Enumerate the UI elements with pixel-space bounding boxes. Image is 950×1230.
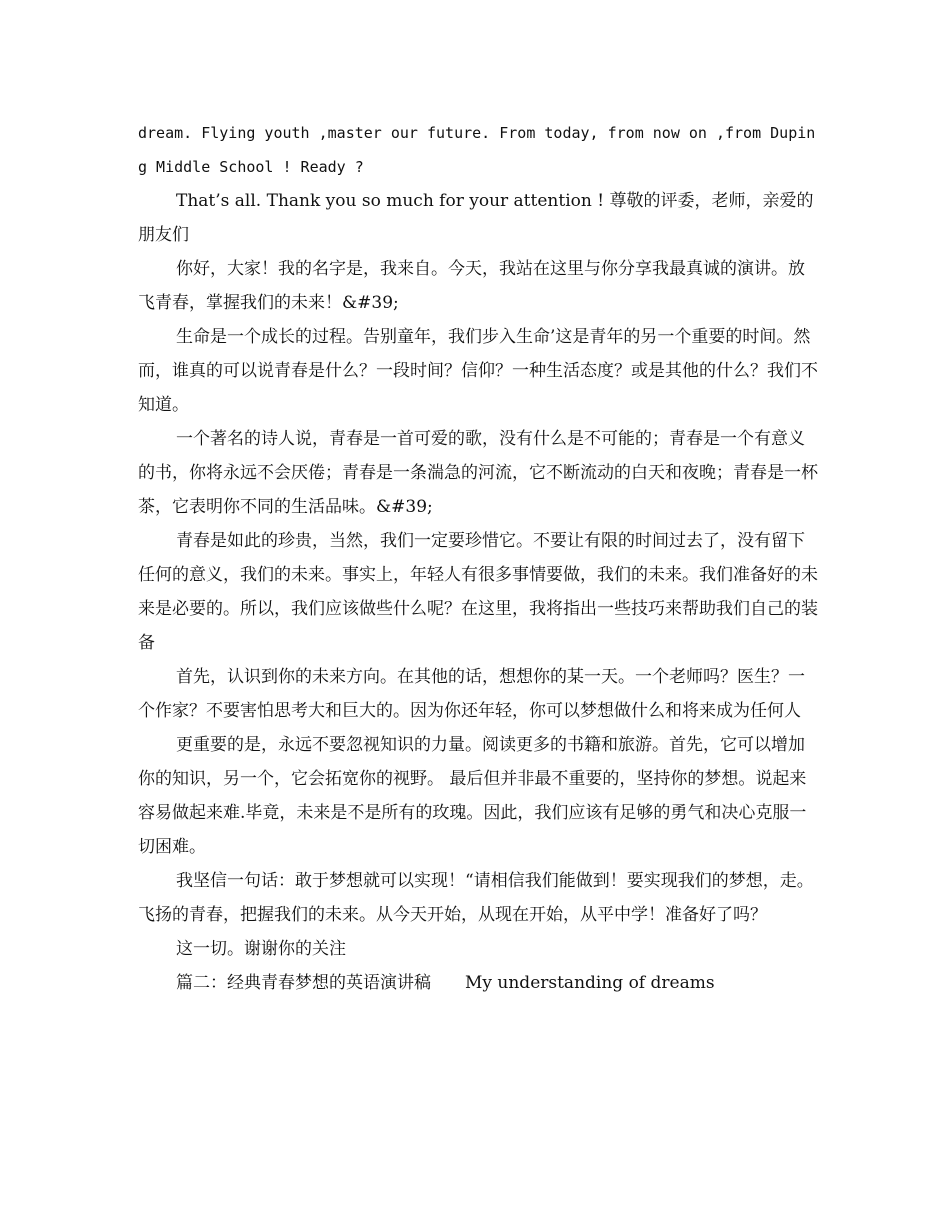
paragraph-self-intro: 你好，大家！我的名字是，我来自。今天，我站在这里与你分享我最真诚的演讲。放飞青春，掌握我们的未来！&#39; <box>138 259 805 313</box>
document-body <box>138 116 818 1000</box>
section-heading-part-two: 篇二：经典青春梦想的英语演讲稿 My understanding of dreams <box>176 973 715 993</box>
paragraph-belief: 我坚信一句话：敢于梦想就可以实现！“请相信我们能做到！要实现我们的梦想，走。飞扬的青春，把握我们的未来。从今天开始，从现在开始，从平中学！准备好了吗？ <box>138 871 814 925</box>
paragraph-life-growth: 生命是一个成长的过程。告别童年，我们步入生命’这是青年的另一个重要的时间。然而，谁真的可以说青春是什么？一段时间？信仰？一种生活态度？或是其他的什么？我们不知道。 <box>138 327 818 415</box>
paragraph-cherish-youth: 青春是如此的珍贵，当然，我们一定要珍惜它。不要让有限的时间过去了，没有留下任何的意义，我们的未来。事实上，年轻人有很多事情要做，我们的未来。我们准备好的未来是必要的。所以，我们应该做些什么呢？在这里，我将指出一些技巧来帮助我们自己的装备 <box>138 531 818 653</box>
paragraph-future-direction: 首先，认识到你的未来方向。在其他的话，想想你的某一天。一个老师吗？医生？一个作家？不要害怕思考大和巨大的。因为你还年轻，你可以梦想做什么和将来成为任何人 <box>138 667 805 721</box>
paragraph-knowledge-power: 更重要的是，永远不要忽视知识的力量。阅读更多的书籍和旅游。首先，它可以增加你的知识，另一个，它会拓宽你的视野。 最后但并非最不重要的，坚持你的梦想。说起来容易做起来难.毕竟，未来是不是所有的玫瑰。因此，我们应该有足够的勇气和决心克服一切困难。 <box>138 735 807 857</box>
paragraph-thanks-greeting: That’s all. Thank you so much for your attention ! 尊敬的评委，老师，亲爱的朋友们 <box>138 191 814 245</box>
paragraph-poet-quote: 一个著名的诗人说，青春是一首可爱的歌，没有什么是不可能的；青春是一个有意义的书，你将永远不会厌倦；青春是一条湍急的河流，它不断流动的白天和夜晚；青春是一杯茶，它表明你不同的生活品味。&#39; <box>138 429 818 517</box>
paragraph-english-closing: dream. Flying youth ,master our future. From today, from now on ,from Duping Middle School ! Ready ? <box>138 124 816 176</box>
paragraph-thanks: 这一切。谢谢你的关注 <box>176 939 346 959</box>
